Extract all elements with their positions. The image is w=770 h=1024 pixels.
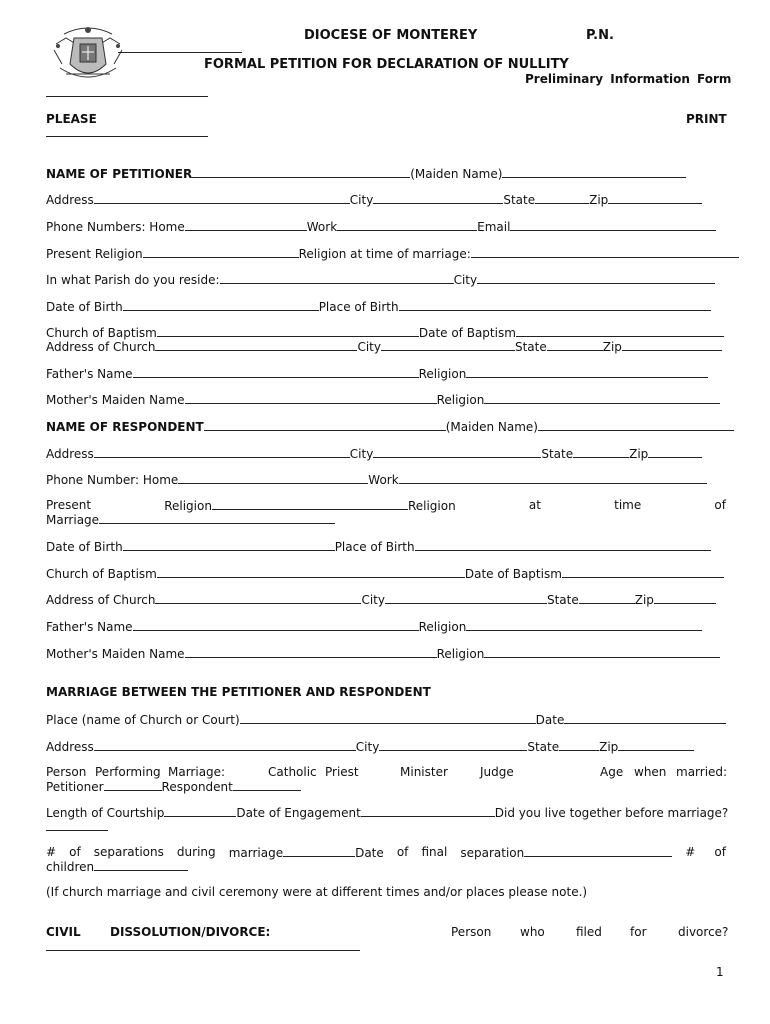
petitioner-date-baptism-field[interactable] [516,325,724,337]
petitioner-church-address-label: Address of Church [46,340,156,354]
respondent-father-field[interactable] [133,619,419,631]
performing-married-word: married: [676,765,728,779]
civil-person-word: Person [451,925,492,939]
engagement-label: Date of Engagement [236,806,361,820]
respondent-work-label: Work [368,473,399,487]
petitioner-church-state-label: State [514,340,547,354]
petitioner-parish-field[interactable] [220,272,454,284]
marriage-place-field[interactable] [240,712,536,724]
header-rule [46,96,208,97]
respondent-religion-label: Religion [164,499,212,513]
marriage-place-row [46,712,726,727]
civil-who-word: who [520,925,545,939]
respondent-zip-field[interactable] [648,446,702,458]
marriage-note: (If church marriage and civil ceremony were at different times and/or places please note.) [46,885,588,899]
marriage-city-label: City [355,740,380,754]
respondent-pob-field[interactable] [415,539,711,551]
performing-judge-word: Judge [480,765,514,779]
divorce-filer-field[interactable] [46,950,360,951]
petitioner-name-label: NAME OF PETITIONER [46,167,193,181]
respondent-date-baptism-label: Date of Baptism [464,567,562,581]
petitioner-church-baptism-field[interactable] [157,325,419,337]
respondent-maiden-field[interactable] [538,419,734,431]
petitioner-parish-row [46,272,726,287]
petitioner-parish-label: In what Parish do you reside: [46,273,220,287]
petitioner-present-religion-field[interactable] [143,246,299,258]
civil-divorce-word: divorce? [678,925,729,939]
petitioner-maiden-label: (Maiden Name) [410,167,503,181]
respondent-church-zip-label: Zip [634,593,654,607]
petitioner-address-field[interactable] [94,192,350,204]
respondent-name-field[interactable] [204,419,446,431]
petitioner-maiden-field[interactable] [502,166,686,178]
respondent-state-field[interactable] [573,446,629,458]
respondent-church-baptism-field[interactable] [157,566,465,578]
performing-marriage-word: Marriage: [168,765,226,779]
petitioner-father-religion-label: Religion [418,367,467,381]
petitioner-work-phone-field[interactable] [337,219,477,231]
petitioner-church-address-field[interactable] [155,339,357,351]
respondent-mother-label: Mother's Maiden Name [46,647,185,661]
petitioner-home-phone-field[interactable] [185,219,307,231]
respondent-of-word: of [714,498,726,512]
petitioner-church-zip-field[interactable] [622,339,722,351]
petitioner-birth-row [46,299,726,314]
petitioner-father-row [46,366,726,381]
petitioner-zip-label: Zip [589,193,609,207]
marriage-address-field[interactable] [94,739,356,751]
petitioner-church-state-field[interactable] [547,339,603,351]
courtship-label: Length of Courtship [46,806,165,820]
respondent-religion-row [46,498,726,513]
children-label: children [46,860,95,874]
marriage-address-row [46,739,726,754]
petitioner-pob-field[interactable] [399,299,711,311]
respondent-marriage-row [46,512,726,527]
respondent-father-label: Father's Name [46,620,133,634]
respondent-mother-religion-label: Religion [436,647,485,661]
petitioner-address-label: Address [46,193,94,207]
print-label: PRINT [686,112,727,126]
petitioner-present-religion-label: Present Religion [46,247,143,261]
performing-catholic-word: Catholic [268,765,317,779]
respondent-dob-label: Date of Birth [46,540,123,554]
children-row [46,859,726,874]
petitioner-work-label: Work [306,220,338,234]
respondent-dob-field[interactable] [123,539,335,551]
petitioner-city-label: City [349,193,374,207]
page-number: 1 [716,965,724,979]
respondent-time-word: time [614,498,642,512]
civil-label: CIVIL [46,925,81,939]
respondent-father-row [46,619,726,634]
respondent-city-label: City [349,447,374,461]
respondent-work-phone-field[interactable] [399,472,707,484]
petitioner-phone-label: Phone Numbers: Home [46,220,185,234]
respondent-state-label: State [541,447,574,461]
petitioner-religion-marriage-label: Religion at time of marriage: [298,247,471,261]
petitioner-state-label: State [503,193,536,207]
age-respondent-field[interactable] [233,779,301,791]
print-rule [46,136,208,137]
petitioner-parish-city-label: City [453,273,478,287]
petitioner-church-baptism-label: Church of Baptism [46,326,157,340]
petitioner-mother-religion-field[interactable] [484,392,720,404]
petitioner-date-baptism-label: Date of Baptism [418,326,516,340]
age-petitioner-label: Petitioner [46,780,104,794]
respondent-church-zip-field[interactable] [654,592,716,604]
age-respondent-label: Respondent [161,780,233,794]
sep-separation-word: separation [460,846,525,860]
respondent-birth-row [46,539,726,554]
petitioner-church-city-label: City [357,340,381,354]
respondent-mother-row [46,646,726,661]
marriage-state-label: State [527,740,560,754]
performing-minister-word: Minister [400,765,448,779]
respondent-pob-label: Place of Birth [334,540,415,554]
sep-marriage-word: marriage [228,846,284,860]
respondent-religion-at-label: Religion [407,499,456,513]
performing-age-word: Age [600,765,624,779]
petitioner-mother-row [46,392,726,407]
respondent-church-address-label: Address of Church [46,593,156,607]
sep-hash-word: # [46,845,57,859]
petitioner-religion-row [46,246,726,261]
civil-for-word: for [630,925,647,939]
sep-separations-word: separations [93,845,164,859]
live-together-field[interactable] [46,830,108,831]
marriage-zip-label: Zip [599,740,619,754]
respondent-church-address-field[interactable] [155,592,361,604]
petitioner-church-city-field[interactable] [381,339,515,351]
respondent-mother-field[interactable] [185,646,437,658]
respondent-baptism-row [46,566,726,581]
respondent-church-state-label: State [546,593,579,607]
petitioner-email-label: Email [477,220,511,234]
marriage-date-field[interactable] [564,712,726,724]
respondent-maiden-label: (Maiden Name) [445,420,538,434]
courtship-row [46,805,729,820]
marriage-heading: MARRIAGE BETWEEN THE PETITIONER AND RESPONDENT [46,685,431,699]
engagement-field[interactable] [361,805,495,817]
respondent-home-phone-field[interactable] [178,472,368,484]
final-separation-date-field[interactable] [524,845,672,857]
respondent-mother-religion-field[interactable] [484,646,720,658]
sep-during-word: during [176,845,216,859]
form-title: FORMAL PETITION FOR DECLARATION OF NULLITY [204,57,569,72]
respondent-present-label: Present [46,498,92,512]
respondent-religion-marriage-field[interactable] [99,512,335,524]
respondent-church-city-field[interactable] [385,592,547,604]
diocese-seal-logo [46,24,130,88]
petitioner-father-religion-field[interactable] [466,366,708,378]
petitioner-religion-marriage-field[interactable] [471,246,739,258]
respondent-address-label: Address [46,447,94,461]
age-petitioner-field[interactable] [104,779,162,791]
marriage-city-field[interactable] [379,739,527,751]
respondent-phone-label: Phone Number: Home [46,473,179,487]
petitioner-parish-city-field[interactable] [477,272,715,284]
form-subtitle: Preliminary Information Form [525,72,732,86]
live-together-label: Did you live together before marriage? [494,806,729,820]
sep-date-word: Date [355,846,384,860]
petitioner-name-row [46,166,726,181]
petitioner-baptism-row [46,325,726,340]
performing-performing-word: Performing [95,765,161,779]
civil-filed-word: filed [576,925,602,939]
marriage-state-field[interactable] [559,739,599,751]
petitioner-father-label: Father's Name [46,367,133,381]
children-count-field[interactable] [94,859,188,871]
respondent-at-word: at [528,498,541,512]
sep-final-word: final [421,845,448,859]
respondent-name-row [46,419,726,434]
marriage-zip-field[interactable] [618,739,694,751]
petitioner-mother-label: Mother's Maiden Name [46,393,185,407]
separations-row [46,845,726,860]
marriage-place-label: Place (name of Church or Court) [46,713,240,727]
respondent-father-religion-label: Religion [418,620,467,634]
dissolution-label: DISSOLUTION/DIVORCE: [110,925,271,939]
performing-person-word: Person [46,765,87,779]
petitioner-dob-field[interactable] [123,299,319,311]
respondent-church-state-field[interactable] [579,592,635,604]
respondent-phone-row [46,472,726,487]
respondent-church-address-row [46,592,726,607]
petitioner-state-field[interactable] [535,192,589,204]
pn-label: P.N. [586,28,614,43]
respondent-address-row [46,446,726,461]
performing-priest-word: Priest [325,765,359,779]
petitioner-mother-religion-label: Religion [436,393,485,407]
respondent-city-field[interactable] [373,446,541,458]
respondent-marriage-label: Marriage [46,513,100,527]
petitioner-father-field[interactable] [133,366,419,378]
respondent-present-religion-field[interactable] [212,498,408,510]
age-married-row [46,779,726,794]
petitioner-phone-row [46,219,726,234]
marriage-address-label: Address [46,740,94,754]
pn-line[interactable] [118,52,242,53]
petitioner-name-field[interactable] [192,166,410,178]
respondent-date-baptism-field[interactable] [562,566,724,578]
respondent-church-baptism-label: Church of Baptism [46,567,157,581]
respondent-father-religion-field[interactable] [466,619,702,631]
diocese-title: DIOCESE OF MONTEREY [304,28,478,43]
sep-of-word: of [69,845,81,859]
marriage-date-label: Date [535,713,565,727]
petitioner-email-field[interactable] [510,219,716,231]
respondent-address-field[interactable] [94,446,350,458]
petitioner-dob-label: Date of Birth [46,300,123,314]
petitioner-address-row [46,192,726,207]
petitioner-church-address-row [46,339,726,354]
respondent-zip-label: Zip [629,447,649,461]
please-label: PLEASE [46,112,97,126]
children-hash-of-word: # of [685,845,726,859]
petitioner-mother-field[interactable] [185,392,437,404]
respondent-name-label: NAME OF RESPONDENT [46,420,204,434]
petitioner-pob-label: Place of Birth [318,300,399,314]
sep-of2-word: of [396,845,409,859]
respondent-church-city-label: City [361,593,385,607]
performing-when-word: when [634,765,667,779]
petitioner-church-zip-label: Zip [602,340,622,354]
courtship-field[interactable] [164,805,236,817]
petitioner-zip-field[interactable] [608,192,702,204]
petitioner-city-field[interactable] [373,192,503,204]
separations-count-field[interactable] [283,845,355,857]
